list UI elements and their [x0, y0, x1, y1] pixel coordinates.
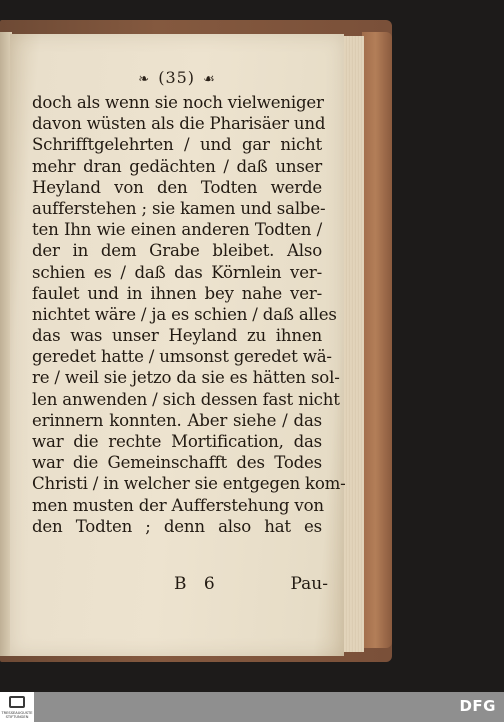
page-header	[10, 68, 344, 87]
text-line: len anwenden / sich dessen fast nicht	[32, 389, 340, 409]
text-line: das was unser Heyland zu ihnen	[32, 326, 322, 346]
catchword: Pau-	[290, 574, 328, 594]
text-line: faulet und in ihnen bey nahe ver-	[32, 283, 322, 303]
text-line: men musten der Aufferstehung von	[32, 495, 324, 515]
logo-building-icon	[9, 696, 25, 708]
page-number: (35)	[158, 68, 196, 87]
text-line: davon wüsten als die Pharisäer und	[32, 114, 326, 134]
text-line: geredet hatte / umsonst geredet wä-	[32, 347, 332, 367]
text-line: doch als wenn sie noch vielweniger	[32, 93, 324, 112]
text-line: Schrifftgelehrten / und gar nicht	[32, 135, 322, 155]
logo-text: TRESSEAUGUSTE STIFTUNGEN	[1, 711, 33, 719]
book-page	[10, 34, 344, 656]
footer-bar	[0, 692, 504, 722]
text-line: Christi / in welcher sie entgegen kom-	[32, 474, 346, 494]
text-line: ten Ihn wie einen anderen Todten /	[32, 220, 322, 240]
cover-edge	[362, 32, 392, 648]
text-line: nichtet wäre / ja es schien / daß alles	[32, 304, 337, 324]
text-line: der in dem Grabe bleibet. Also	[32, 241, 322, 261]
text-line: aufferstehen ; sie kamen und salbe-	[32, 198, 326, 218]
signature-row	[32, 574, 328, 596]
text-line: war die rechte Mortification, das	[32, 432, 322, 451]
text-line: re / weil sie jetzo da sie es hätten sol-	[32, 368, 340, 388]
text-line: schien es / daß das Körnlein ver-	[32, 262, 322, 282]
text-line: erinnern konnten. Aber siehe / das	[32, 410, 322, 430]
ornament-right-icon: ☙	[203, 72, 216, 87]
ornament-left-icon: ❧	[138, 72, 151, 87]
text-line: den Todten ; denn also hat es	[32, 516, 322, 536]
text-line: mehr dran gedächten / daß unser	[32, 156, 322, 176]
dfg-logo[interactable]: DFG	[459, 697, 496, 715]
text-line: war die Gemeinschafft des Todes	[32, 453, 322, 473]
signature-mark: B 6	[174, 574, 221, 594]
text-line: Heyland von den Todten werde	[32, 177, 322, 197]
body-text	[32, 92, 346, 537]
institution-logo[interactable]	[0, 692, 34, 722]
